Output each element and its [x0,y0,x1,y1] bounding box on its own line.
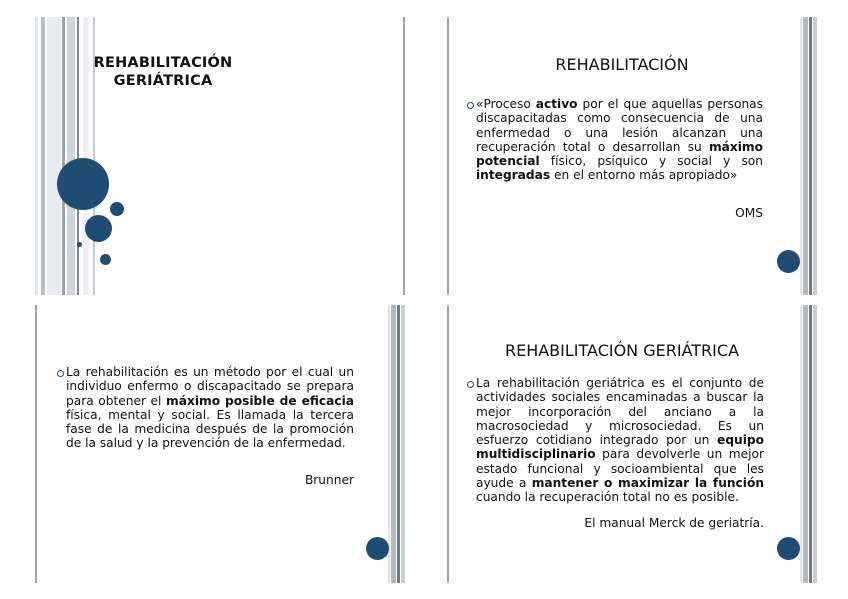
decorative-circle-small [110,202,124,216]
decorative-stripe [388,305,390,583]
slide-4 [447,305,817,583]
body-text: física, mental y social. Es llamada la tercera fase de la medicina después de la promoción de la salud y la prevención de la enfermedad. [66,407,354,451]
decorative-circle-large [57,158,109,210]
slide-body [476,97,763,183]
decorative-stripe [813,305,817,583]
emphasis-text: integradas [476,168,551,183]
emphasis-text: máximo posible de eficacia [166,393,354,408]
slide-left-edge [447,17,449,295]
decorative-stripe [67,17,75,295]
decorative-stripe [800,17,802,295]
decorative-circle-tiny [77,242,82,247]
decorative-stripe [41,17,45,295]
body-text: «Proceso [476,97,536,111]
slide-3 [35,305,405,583]
source-citation: Brunner [304,473,354,487]
bullet-icon [467,381,474,388]
slide-title: REHABILITACIÓN GERIÁTRICA [93,55,233,89]
decorative-stripe [47,17,61,295]
bullet-icon [467,102,474,109]
emphasis-text: activo [535,97,578,111]
source-citation: OMS [735,206,763,220]
decorative-stripe [803,17,808,295]
slide-1 [35,17,405,295]
emphasis-text: mantener o maximizar la función [531,476,764,491]
slide-title: REHABILITACIÓN [555,55,689,74]
slide-body [476,376,764,505]
slide-left-edge [35,305,37,583]
body-text: por el que aquellas personas discapacitadas como consecuencia de una enfermedad o una lesión alcanzan una recuperación total o desarrollan su [476,97,764,154]
decorative-stripe [803,305,808,583]
body-text: La rehabilitación es un método por el cual un individuo enfermo o discapacitado se prepara para obtener el [66,365,354,408]
decorative-stripe [813,17,817,295]
decorative-circle [777,537,800,560]
body-text: físico, psíquico y social y son [539,154,763,169]
slide-right-edge [403,17,405,295]
slide-left-edge [447,305,449,583]
decorative-circle [777,250,800,273]
decorative-stripe [809,17,812,295]
decorative-stripe [391,305,396,583]
body-text: en el entorno más apropiado» [550,168,738,183]
decorative-stripe [809,305,812,583]
slide-2 [447,17,817,295]
source-citation: El manual Merck de geriatría. [584,516,764,530]
decorative-stripe [397,305,400,583]
emphasis-text: máximo potencial [476,139,763,169]
decorative-stripe [800,305,802,583]
body-text: cuando la recuperación total no es posible. [476,490,739,505]
decorative-circle-medium [85,215,112,242]
slide-body [66,365,354,451]
decorative-circle-small [100,254,111,265]
emphasis-text: equipo multidisciplinario [476,433,764,462]
slide-title: REHABILITACIÓN GERIÁTRICA [504,341,740,360]
body-text: para devolverle un mejor estado funcional y socioambiental que les ayude a [476,447,764,491]
decorative-stripe [401,305,405,583]
decorative-stripe [35,17,38,295]
bullet-icon [57,370,64,377]
decorative-circle [366,537,389,560]
decorative-stripe [62,17,65,295]
body-text: La rehabilitación geriátrica es el conjunto de actividades sociales encaminadas a buscar la mejor incorporación del anciano a la macrosociedad y microsociedad. Es un esfuerzo cotidiano integrado por un [476,376,764,448]
